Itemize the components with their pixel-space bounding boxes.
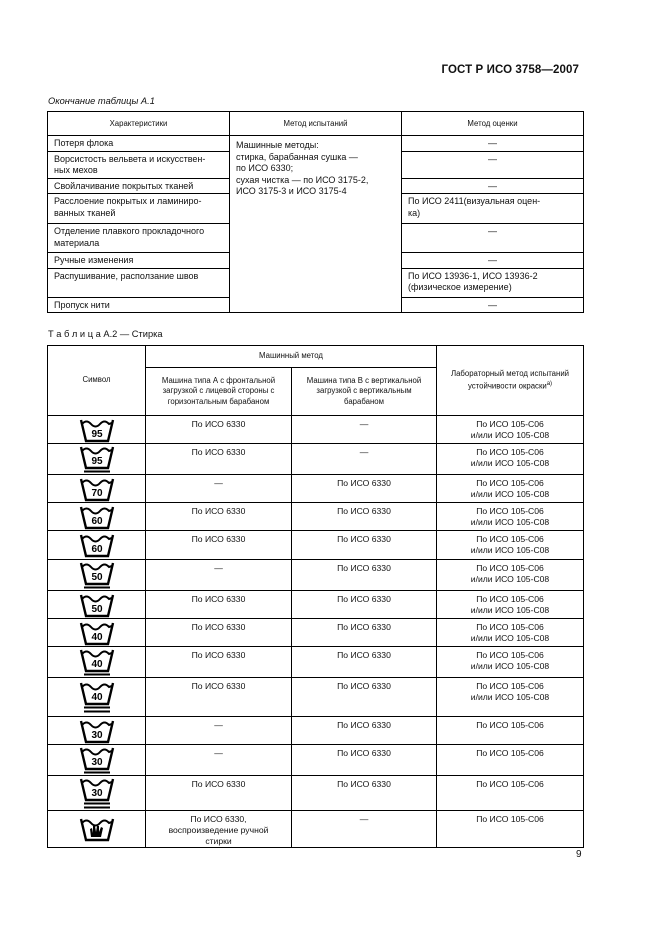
wash-temperature-label: 30 bbox=[90, 757, 103, 768]
lab-method-cell: По ИСО 105-С06 и/или ИСО 105-С08 bbox=[437, 678, 584, 717]
wash-temperature-label: 40 bbox=[90, 659, 103, 670]
machine-type-b-cell: По ИСО 6330 bbox=[292, 776, 437, 811]
lab-method-cell: По ИСО 105-С06 и/или ИСО 105-С08 bbox=[437, 475, 584, 503]
wash-symbol-cell bbox=[48, 416, 146, 444]
table-row bbox=[48, 591, 584, 619]
machine-type-a-cell: По ИСО 6330, воспроизведение ручной стирки bbox=[146, 811, 292, 848]
header-machine-type-a: Машина типа А с фронтальной загрузкой с лицевой стороны с горизонтальным барабаном bbox=[146, 368, 292, 416]
wash-tub-icon bbox=[79, 476, 115, 502]
table-row bbox=[48, 717, 584, 745]
wash-temperature-label: 50 bbox=[90, 572, 103, 583]
table-row bbox=[48, 444, 584, 475]
machine-type-a-cell: По ИСО 6330 bbox=[146, 776, 292, 811]
table1-caption: Окончание таблицы А.1 bbox=[48, 96, 155, 106]
wash-symbol-cell bbox=[48, 619, 146, 647]
lab-method-cell: По ИСО 105-С06 и/или ИСО 105-С08 bbox=[437, 591, 584, 619]
header-symbol: Символ bbox=[48, 346, 146, 416]
table-row bbox=[48, 776, 584, 811]
wash-symbol-cell bbox=[48, 503, 146, 531]
wash-tub-icon bbox=[79, 718, 115, 744]
evaluation-cell: По ИСО 2411(визуальная оцен- ка) bbox=[402, 194, 584, 224]
table-row bbox=[48, 503, 584, 531]
machine-type-b-cell: По ИСО 6330 bbox=[292, 531, 437, 560]
wash-temperature-label: 95 bbox=[90, 456, 103, 467]
evaluation-cell: — bbox=[402, 151, 584, 178]
machine-type-a-cell: По ИСО 6330 bbox=[146, 444, 292, 475]
lab-method-cell: По ИСО 105-С06 и/или ИСО 105-С08 bbox=[437, 531, 584, 560]
machine-type-a-cell: — bbox=[146, 745, 292, 776]
wash-temperature-label: 40 bbox=[90, 692, 103, 703]
evaluation-cell: — bbox=[402, 297, 584, 313]
wash-symbol-cell bbox=[48, 678, 146, 717]
wash-temperature-label: 30 bbox=[90, 729, 103, 741]
lab-method-cell: По ИСО 105-С06 и/или ИСО 105-С08 bbox=[437, 444, 584, 475]
table-row bbox=[48, 678, 584, 717]
characteristic-cell: Свойлачивание покрытых тканей bbox=[48, 178, 230, 194]
machine-type-b-cell: По ИСО 6330 bbox=[292, 475, 437, 503]
footnote-mark: а) bbox=[546, 381, 553, 388]
machine-type-b-cell: По ИСО 6330 bbox=[292, 745, 437, 776]
lab-method-cell: По ИСО 105-С06 и/или ИСО 105-С08 bbox=[437, 647, 584, 678]
header-machine-method: Машинный метод bbox=[146, 346, 437, 368]
table-row bbox=[48, 475, 584, 503]
machine-type-b-cell: По ИСО 6330 bbox=[292, 717, 437, 745]
wash-temperature-label: 60 bbox=[90, 544, 103, 555]
wash-symbol-cell bbox=[48, 444, 146, 475]
machine-type-b-cell: — bbox=[292, 444, 437, 475]
table-row bbox=[48, 560, 584, 591]
wash-symbol-cell bbox=[48, 475, 146, 503]
wash-temperature-label: 40 bbox=[90, 631, 103, 643]
machine-type-a-cell: По ИСО 6330 bbox=[146, 619, 292, 647]
wash-tub-icon bbox=[79, 620, 115, 646]
table-row bbox=[48, 531, 584, 560]
wash-tub-icon bbox=[79, 560, 115, 590]
table-row bbox=[48, 647, 584, 678]
table2-caption: Т а б л и ц а А.2 — Стирка bbox=[48, 329, 163, 339]
evaluation-cell: — bbox=[402, 136, 584, 152]
lab-method-cell: По ИСО 105-С06 bbox=[437, 811, 584, 848]
header-test-method: Метод испытаний bbox=[230, 112, 402, 136]
table1-header-row bbox=[48, 112, 584, 136]
document-id: ГОСТ Р ИСО 3758—2007 bbox=[441, 64, 579, 76]
wash-temperature-label: 30 bbox=[90, 788, 103, 799]
lab-method-cell: По ИСО 105-С06 и/или ИСО 105-С08 bbox=[437, 619, 584, 647]
wash-symbol-cell bbox=[48, 776, 146, 811]
washing-table bbox=[47, 345, 584, 848]
evaluation-cell: — bbox=[402, 253, 584, 269]
wash-symbol-cell bbox=[48, 745, 146, 776]
wash-tub-icon bbox=[79, 680, 115, 714]
wash-tub-icon bbox=[79, 444, 115, 474]
hand-icon bbox=[90, 826, 103, 837]
machine-type-b-cell: По ИСО 6330 bbox=[292, 678, 437, 717]
lab-method-cell: По ИСО 105-С06 bbox=[437, 745, 584, 776]
wash-tub-icon bbox=[79, 745, 115, 775]
wash-tub-icon bbox=[79, 504, 115, 530]
machine-type-a-cell: — bbox=[146, 717, 292, 745]
machine-type-b-cell: По ИСО 6330 bbox=[292, 619, 437, 647]
machine-type-b-cell: — bbox=[292, 416, 437, 444]
wash-symbol-cell bbox=[48, 560, 146, 591]
machine-type-b-cell: По ИСО 6330 bbox=[292, 503, 437, 531]
lab-method-cell: По ИСО 105-С06 bbox=[437, 776, 584, 811]
characteristic-cell: Расслоение покрытых и ламиниро- ванных тканей bbox=[48, 194, 230, 224]
wash-tub-icon bbox=[79, 532, 115, 558]
characteristics-table bbox=[47, 111, 584, 313]
machine-type-b-cell: — bbox=[292, 811, 437, 848]
lab-method-cell: По ИСО 105-С06 и/или ИСО 105-С08 bbox=[437, 560, 584, 591]
evaluation-cell: — bbox=[402, 224, 584, 253]
lab-method-cell: По ИСО 105-С06 и/или ИСО 105-С08 bbox=[437, 503, 584, 531]
characteristic-cell: Ворсистость вельвета и искусствен- ных мехов bbox=[48, 151, 230, 178]
characteristic-cell: Отделение плавкого прокладочного материала bbox=[48, 224, 230, 253]
wash-tub-icon bbox=[79, 647, 115, 677]
wash-tub-icon bbox=[79, 776, 115, 810]
wash-symbol-cell bbox=[48, 647, 146, 678]
machine-type-a-cell: По ИСО 6330 bbox=[146, 591, 292, 619]
header-characteristics: Характеристики bbox=[48, 112, 230, 136]
characteristic-cell: Ручные изменения bbox=[48, 253, 230, 269]
lab-method-cell: По ИСО 105-С06 bbox=[437, 717, 584, 745]
table-row bbox=[48, 619, 584, 647]
machine-type-a-cell: По ИСО 6330 bbox=[146, 678, 292, 717]
characteristic-cell: Пропуск нити bbox=[48, 297, 230, 313]
table2-header-row bbox=[48, 346, 584, 368]
machine-type-a-cell: — bbox=[146, 475, 292, 503]
machine-type-b-cell: По ИСО 6330 bbox=[292, 647, 437, 678]
wash-temperature-label: 95 bbox=[90, 428, 103, 440]
page-number: 9 bbox=[576, 849, 582, 860]
header-machine-type-b: Машина типа В с вертикальной загрузкой с вертикальным барабаном bbox=[292, 368, 437, 416]
table-row bbox=[48, 745, 584, 776]
table-row bbox=[48, 136, 584, 152]
header-evaluation-method: Метод оценки bbox=[402, 112, 584, 136]
wash-tub-icon bbox=[79, 592, 115, 618]
test-method-cell: Машинные методы: стирка, барабанная сушка — по ИСО 6330; сухая чистка — по ИСО 3175-2, ИСО 3175-3 и ИСО 3175-4 bbox=[230, 136, 402, 313]
hand-wash-icon bbox=[79, 816, 115, 842]
machine-type-a-cell: По ИСО 6330 bbox=[146, 531, 292, 560]
wash-symbol-cell bbox=[48, 531, 146, 560]
characteristic-cell: Распушивание, расползание швов bbox=[48, 268, 230, 297]
header-lab-method: Лабораторный метод испытаний устойчивости окраски$^{а)}$ bbox=[437, 346, 584, 416]
wash-tub-icon bbox=[79, 417, 115, 443]
wash-symbol-cell bbox=[48, 811, 146, 848]
wash-temperature-label: 50 bbox=[90, 603, 103, 615]
wash-symbol-cell bbox=[48, 591, 146, 619]
machine-type-a-cell: По ИСО 6330 bbox=[146, 416, 292, 444]
table-row bbox=[48, 416, 584, 444]
characteristic-cell: Потеря флока bbox=[48, 136, 230, 152]
machine-type-a-cell: По ИСО 6330 bbox=[146, 647, 292, 678]
wash-symbol-cell bbox=[48, 717, 146, 745]
wash-temperature-label: 60 bbox=[90, 515, 103, 527]
evaluation-cell: По ИСО 13936-1, ИСО 13936-2 (физическое измерение) bbox=[402, 268, 584, 297]
machine-type-b-cell: По ИСО 6330 bbox=[292, 560, 437, 591]
lab-method-cell: По ИСО 105-С06 и/или ИСО 105-С08 bbox=[437, 416, 584, 444]
machine-type-b-cell: По ИСО 6330 bbox=[292, 591, 437, 619]
table-row bbox=[48, 811, 584, 848]
wash-temperature-label: 70 bbox=[90, 487, 103, 499]
machine-type-a-cell: — bbox=[146, 560, 292, 591]
machine-type-a-cell: По ИСО 6330 bbox=[146, 503, 292, 531]
evaluation-cell: — bbox=[402, 178, 584, 194]
